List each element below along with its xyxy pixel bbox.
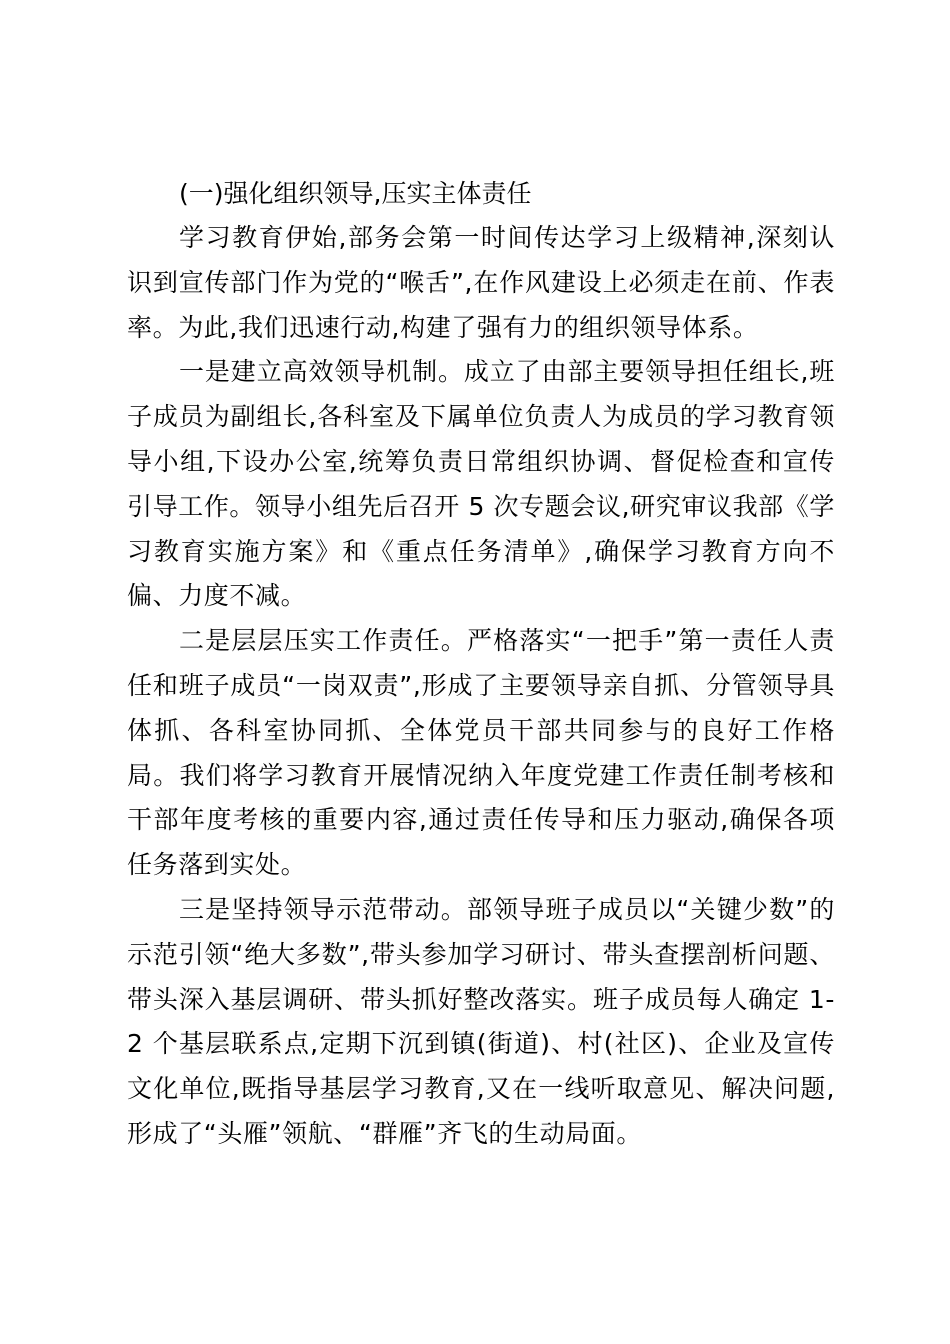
paragraph-responsibility: 二是层层压实工作责任。严格落实“一把手”第一责任人责任和班子成员“一岗双责”,形成了主要领导亲自抓、分管领导具体抓、各科室协同抓、全体党员干部共同参与的良好工作格局。我们将学习教育开展情况纳入年度党建工作责任制考核和干部年度考核的重要内容,通过责任传导和压力驱动,确保各项任务落到实处。	[127, 626, 835, 880]
document-page	[127, 172, 835, 1157]
paragraph-leadership-mechanism: 一是建立高效领导机制。成立了由部主要领导担任组长,班子成员为副组长,各科室及下属单位负责人为成员的学习教育领导小组,下设办公室,统筹负责日常组织协调、督促检查和宣传引导工作。领导小组先后召开 5 次专题会议,研究审议我部《学习教育实施方案》和《重点任务清单》,确保学习教育方向不偏、力度不减。	[127, 357, 835, 611]
paragraph-intro: 学习教育伊始,部务会第一时间传达学习上级精神,深刻认识到宣传部门作为党的“喉舌”,在作风建设上必须走在前、作表率。为此,我们迅速行动,构建了强有力的组织领导体系。	[127, 223, 835, 342]
paragraph-leadership-example: 三是坚持领导示范带动。部领导班子成员以“关键少数”的示范引领“绝大多数”,带头参加学习研讨、带头查摆剖析问题、带头深入基层调研、带头抓好整改落实。班子成员每人确定 1-2 个基层联系点,定期下沉到镇(街道)、村(社区)、企业及宣传文化单位,既指导基层学习教育,又在一线听取意见、解决问题,形成了“头雁”领航、“群雁”齐飞的生动局面。	[127, 894, 835, 1148]
section-heading: (一)强化组织领导,压实主体责任	[179, 179, 532, 208]
